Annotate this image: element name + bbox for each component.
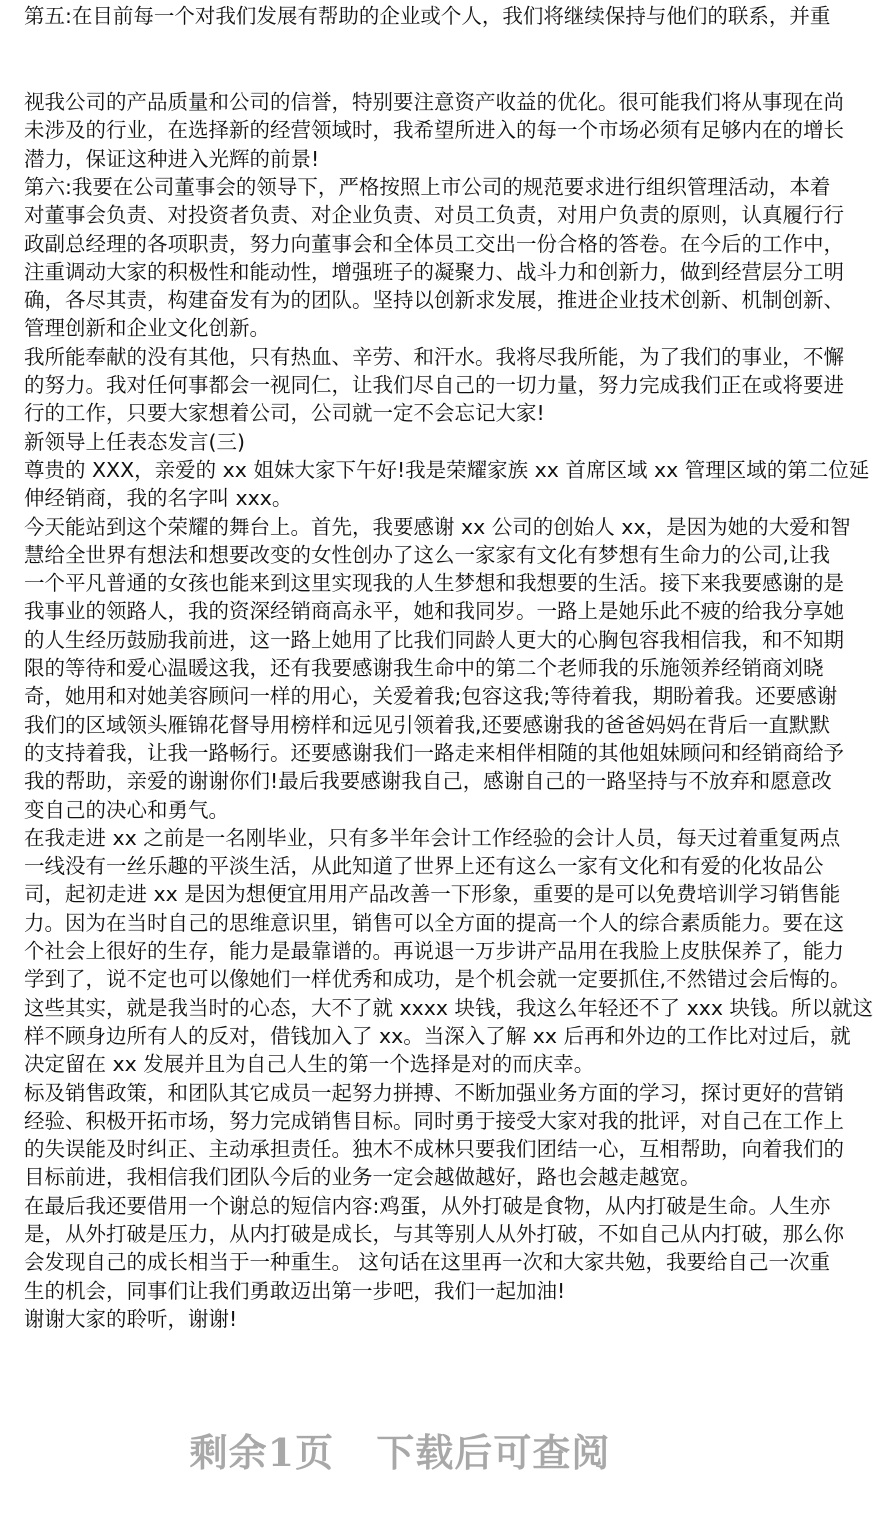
text-line: 会发现自己的成长相当于一种重生。 这句话在这里再一次和大家共勉，我要给自己一次重	[24, 1250, 831, 1275]
text-line: 尊贵的 XXX，亲爱的 xx 姐妹大家下午好!我是荣耀家族 xx 首席区域 xx 管理区域的第二位延	[24, 457, 870, 482]
text-line: 第五:在目前每一个对我们发展有帮助的企业或个人，我们将继续保持与他们的联系，并重	[24, 4, 831, 28]
text-line: 我的帮助，亲爱的谢谢你们!最后我要感谢我自己，感谢自己的一路坚持与不放弃和愿意改	[24, 769, 832, 794]
text-line: 一线没有一丝乐趣的平淡生活，从此知道了世界上还有这么一家有文化和有爱的化妆品公	[24, 854, 824, 879]
remaining-pages-label: 剩余1页	[189, 1430, 335, 1475]
text-line: 注重调动大家的积极性和能动性，增强班子的凝聚力、战斗力和创新力，做到经营层分工明	[24, 259, 844, 284]
text-line: 的努力。我对任何事都会一视同仁，让我们尽自己的一切力量，努力完成我们正在或将要进	[24, 373, 844, 397]
text-line: 潜力，保证这种进入光辉的前景!	[24, 146, 320, 171]
text-line: 慧给全世界有想法和想要改变的女性创办了这么一家家有文化有梦想有生命力的公司,让我	[24, 542, 831, 567]
text-line: 目标前进，我相信我们团队今后的业务一定会越做越好，路也会越走越宽。	[24, 1165, 701, 1190]
text-line: 的支持着我，让我一路畅行。还要感谢我们一路走来相伴相随的其他姐妹顾问和经销商给予	[24, 740, 844, 765]
text-line: 视我公司的产品质量和公司的信誉，特别要注意资产收益的优化。很可能我们将从事现在尚	[24, 90, 844, 114]
text-line: 在最后我还要借用一个谢总的短信内容:鸡蛋，从外打破是食物，从内打破是生命。人生亦	[24, 1193, 831, 1218]
text-line: 管理创新和企业文化创新。	[24, 316, 270, 341]
text-line: 今天能站到这个荣耀的舞台上。首先，我要感谢 xx 公司的创始人 xx，是因为她的大爱和智	[24, 514, 851, 539]
download-to-view-label[interactable]: 下载后可查阅	[376, 1430, 611, 1475]
text-line: 标及销售政策，和团队其它成员一起努力拼搏、不断加强业务方面的学习，探讨更好的营销	[24, 1080, 844, 1105]
text-line: 个社会上很好的生存，能力是最靠谱的。再说退一万步讲产品用在我脸上皮肤保养了，能力	[24, 939, 844, 963]
text-line: 在我走进 xx 之前是一名刚毕业，只有多半年会计工作经验的会计人员，每天过着重复两点	[24, 825, 841, 850]
text-line: 一个平凡普通的女孩也能来到这里实现我的人生梦想和我想要的生活。接下来我要感谢的是	[24, 571, 844, 596]
text-line: 变自己的决心和勇气。	[24, 797, 229, 822]
text-line	[24, 0, 776, 1]
text-line: 生的机会，同事们让我们勇敢迈出第一步吧，我们一起加油!	[24, 1278, 566, 1303]
text-line: 是，从外打破是压力，从内打破是成长，与其等别人从外打破，不如自己从内打破，那么你	[24, 1222, 844, 1246]
text-line: 这些其实，就是我当时的心态，大不了就 xxxx 块钱，我这么年轻还不了 xxx 块钱。所以就这	[24, 995, 873, 1020]
text-line: 第六:我要在公司董事会的领导下，严格按照上市公司的规范要求进行组织管理活动，本着	[24, 174, 831, 199]
text-line: 学到了，说不定也可以像她们一样优秀和成功，是个机会就一定要抓住,不然错过会后悔的。	[24, 967, 851, 992]
text-line: 未涉及的行业，在选择新的经营领域时，我希望所进入的每一个市场必须有足够内在的增长	[24, 118, 844, 143]
text-line: 政副总经理的各项职责，努力向董事会和全体员工交出一份合格的答卷。在今后的工作中，	[24, 231, 844, 256]
text-line: 司，起初走进 xx 是因为想便宜用用产品改善一下形象，重要的是可以免费培训学习销售能	[24, 882, 841, 907]
text-line: 我们的区域领头雁锦花督导用榜样和远见引领着我,还要感谢我的爸爸妈妈在背后一直默默	[24, 712, 831, 737]
text-line: 经验、积极开拓市场，努力完成销售目标。同时勇于接受大家对我的批评，对自己在工作上	[24, 1108, 844, 1133]
text-line: 我事业的领路人，我的资深经销商高永平，她和我同岁。一路上是她乐此不疲的给我分享她	[24, 599, 844, 624]
text-line: 样不顾身边所有人的反对，借钱加入了 xx。当深入了解 xx 后再和外边的工作比对过后，就	[24, 1023, 851, 1048]
text-line: 我所能奉献的没有其他，只有热血、辛劳、和汗水。我将尽我所能，为了我们的事业，不懈	[24, 344, 844, 369]
text-line: 行的工作，只要大家想着公司，公司就一定不会忘记大家!	[24, 401, 545, 426]
text-line: 谢谢大家的聆听，谢谢!	[24, 1306, 238, 1331]
text-line: 新领导上任表态发言(三)	[24, 429, 245, 454]
text-line: 决定留在 xx 发展并且为自己人生的第一个选择是对的而庆幸。	[24, 1052, 595, 1077]
text-line: 的失误能及时纠正、主动承担责任。独木不成林只要我们团结一心，互相帮助，向着我们的	[24, 1137, 844, 1162]
text-line: 奇，她用和对她美容顾问一样的用心，关爱着我;包容这我;等待着我，期盼着我。还要感谢	[24, 684, 838, 709]
text-line: 对董事会负责、对投资者负责、对企业负责、对员工负责，对用户负责的原则，认真履行行	[24, 203, 844, 228]
text-line: 确，各尽其责，构建奋发有为的团队。坚持以创新求发展，推进企业技术创新、机制创新、	[24, 288, 844, 313]
text-line: 力。因为在当时自己的思维意识里，销售可以全方面的提高一个人的综合素质能力。要在这	[24, 910, 844, 935]
download-prompt[interactable]	[0, 1422, 800, 1477]
text-line: 伸经销商，我的名字叫 xxx。	[24, 486, 293, 511]
text-line: 限的等待和爱心温暖这我，还有我要感谢我生命中的第二个老师我的乐施领养经销商刘晓	[24, 656, 824, 680]
text-line: 的人生经历鼓励我前进，这一路上她用了比我们同龄人更大的心胸包容我相信我，和不知期	[24, 627, 844, 652]
